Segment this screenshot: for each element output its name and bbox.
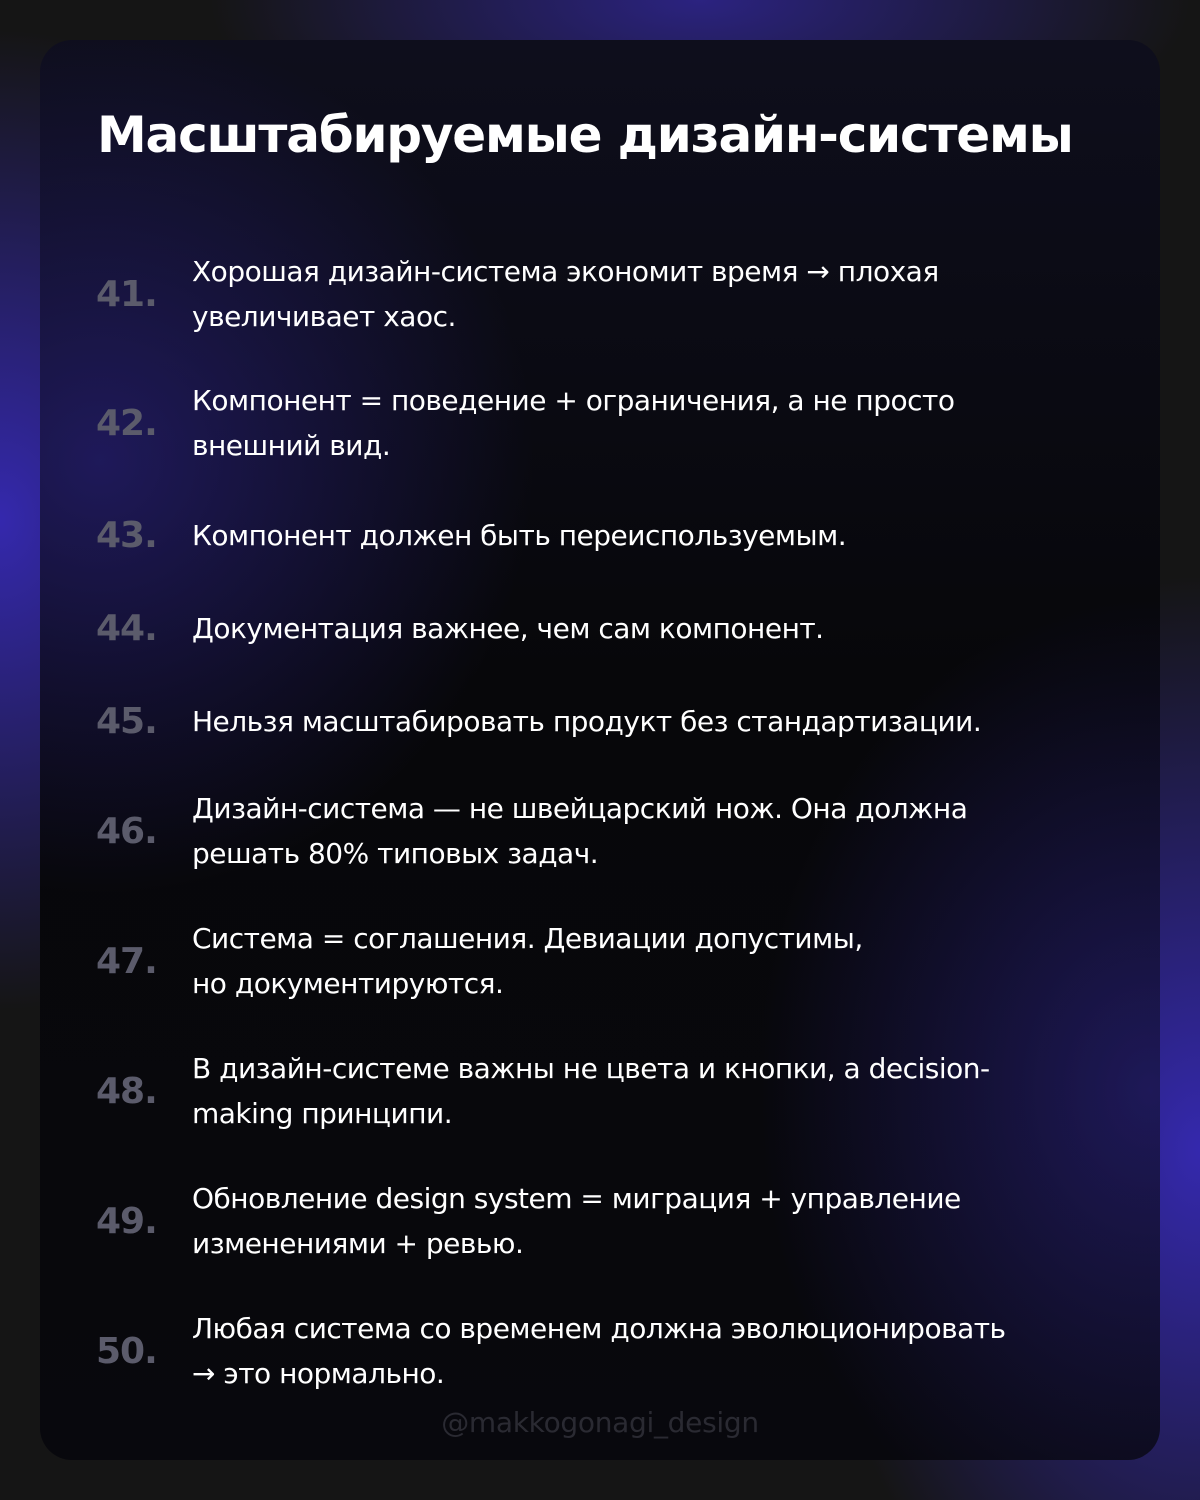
- item-number: 50.: [96, 1330, 157, 1372]
- list-item: [40, 512, 1160, 558]
- item-text-line: но документируются.: [192, 967, 504, 1000]
- item-text-line: изменениями + ревью.: [192, 1227, 524, 1260]
- item-number: 44.: [96, 607, 157, 649]
- page-title: Масштабируемые дизайн-системы: [97, 106, 1073, 164]
- item-text-line: Любая система со временем должна эволюционировать: [192, 1312, 1006, 1345]
- item-text-line: → это нормально.: [192, 1357, 445, 1390]
- item-number: 48.: [96, 1070, 157, 1112]
- list-item: [40, 786, 1160, 876]
- list-item: [40, 698, 1160, 744]
- item-text-line: внешний вид.: [192, 429, 391, 462]
- item-number: 49.: [96, 1200, 157, 1242]
- item-text-line: Документация важнее, чем сам компонент.: [192, 611, 824, 645]
- item-text: [192, 916, 1122, 1006]
- item-text-line: Дизайн-система — не швейцарский нож. Она должна: [192, 792, 968, 825]
- item-text: [192, 1046, 1122, 1136]
- item-number: 41.: [96, 273, 157, 315]
- item-text-line: В дизайн-системе важны не цвета и кнопки, а decision-: [192, 1052, 990, 1085]
- list-item: [40, 1306, 1160, 1396]
- item-number: 45.: [96, 700, 157, 742]
- item-text-line: увеличивает хаос.: [192, 300, 456, 333]
- item-text: [192, 1306, 1122, 1396]
- item-text: [192, 249, 1122, 339]
- content-card: [40, 40, 1160, 1460]
- item-text-line: решать 80% типовых задач.: [192, 837, 599, 870]
- list-item: [40, 916, 1160, 1006]
- watermark-handle: @makkogonagi_design: [441, 1406, 759, 1439]
- item-text: [192, 378, 1122, 468]
- item-text-line: Нельзя масштабировать продукт без стандартизации.: [192, 704, 982, 738]
- item-number: 43.: [96, 514, 157, 556]
- item-number: 46.: [96, 810, 157, 852]
- item-text-line: Хорошая дизайн-система экономит время → плохая: [192, 255, 939, 288]
- list-item: [40, 605, 1160, 651]
- list-item: [40, 378, 1160, 468]
- list-item: [40, 1046, 1160, 1136]
- list-item: [40, 1176, 1160, 1266]
- item-text: [192, 513, 1122, 558]
- item-text: [192, 786, 1122, 876]
- item-text: [192, 1176, 1122, 1266]
- list-item: [40, 249, 1160, 339]
- item-number: 42.: [96, 402, 157, 444]
- item-text-line: Обновление design system = миграция + управление: [192, 1182, 961, 1215]
- tips-list: [40, 40, 1160, 1460]
- item-text-line: Компонент должен быть переиспользуемым.: [192, 518, 847, 552]
- item-text-line: Система = соглашения. Девиации допустимы,: [192, 922, 863, 955]
- item-text: [192, 606, 1122, 651]
- item-text: [192, 699, 1122, 744]
- item-text-line: Компонент = поведение + ограничения, а не просто: [192, 384, 955, 417]
- item-number: 47.: [96, 940, 157, 982]
- item-text-line: making принципи.: [192, 1097, 453, 1130]
